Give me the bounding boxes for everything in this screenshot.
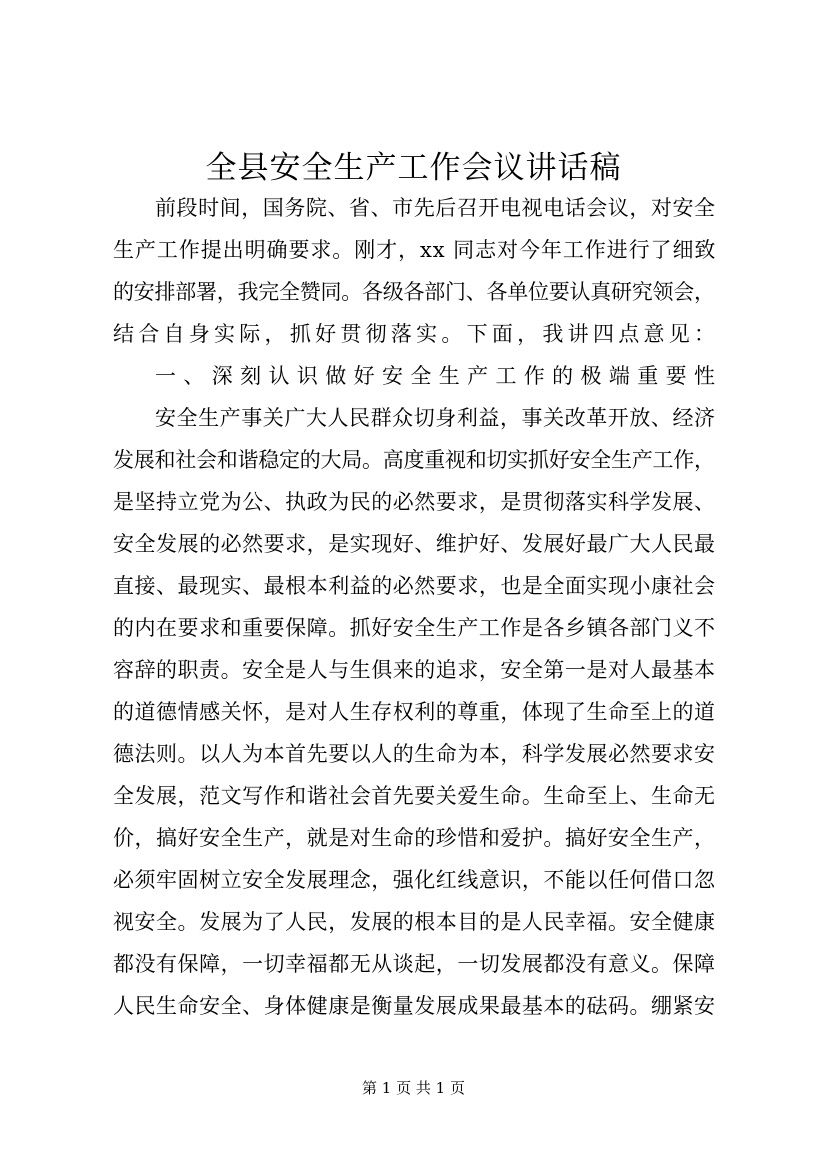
paragraph-line: 都没有保障，一切幸福都无从谈起，一切发展都没有意义。保障 — [113, 952, 716, 976]
paragraph-line: 全发展，范文写作和谐社会首先要关爱生命。生命至上、生命无 — [113, 784, 716, 808]
paragraph-line: 的内在要求和重要保障。抓好安全生产工作是各乡镇各部门义不 — [113, 616, 716, 640]
paragraph-line: 结合自身实际，抓好贯彻落实。下面，我讲四点意见： — [113, 322, 720, 346]
paragraph-line: 安全发展的必然要求，是实现好、维护好、发展好最广大人民最 — [113, 532, 716, 556]
paragraph-line: 容辞的职责。安全是人与生俱来的追求，安全第一是对人最基本 — [113, 658, 716, 682]
paragraph-line: 的安排部署，我完全赞同。各级各部门、各单位要认真研究领会， — [113, 280, 715, 304]
page-number-footer: 第 1 页 共 1 页 — [362, 1079, 465, 1097]
paragraph-line: 安全生产事关广大人民群众切身利益，事关改革开放、经济 — [155, 406, 716, 430]
paragraph-line: 生产工作提出明确要求。刚才，xx 同志对今年工作进行了细致 — [113, 238, 717, 262]
paragraph-line: 是坚持立党为公、执政为民的必然要求，是贯彻落实科学发展、 — [113, 490, 716, 514]
document-title: 全县安全生产工作会议讲话稿 — [205, 150, 622, 186]
paragraph-line: 德法则。以人为本首先要以人的生命为本，科学发展必然要求安 — [113, 742, 716, 766]
paragraph-line: 视安全。发展为了人民，发展的根本目的是人民幸福。安全健康 — [113, 910, 716, 934]
paragraph-line: 必须牢固树立安全发展理念，强化红线意识，不能以任何借口忽 — [113, 868, 716, 892]
paragraph-line: 人民生命安全、身体健康是衡量发展成果最基本的砝码。绷紧安 — [113, 994, 716, 1018]
paragraph-line: 发展和社会和谐稳定的大局。高度重视和切实抓好安全生产工作， — [113, 448, 715, 472]
section-heading: 一、深刻认识做好安全生产工作的极端重要性 — [155, 364, 723, 388]
paragraph-line: 前段时间，国务院、省、市先后召开电视电话会议，对安全 — [155, 196, 716, 220]
paragraph-line: 直接、最现实、最根本利益的必然要求，也是全面实现小康社会 — [113, 574, 716, 598]
paragraph-line: 的道德情感关怀，是对人生存权利的尊重，体现了生命至上的道 — [113, 700, 716, 724]
paragraph-line: 价，搞好安全生产，就是对生命的珍惜和爱护。搞好安全生产， — [113, 826, 716, 850]
